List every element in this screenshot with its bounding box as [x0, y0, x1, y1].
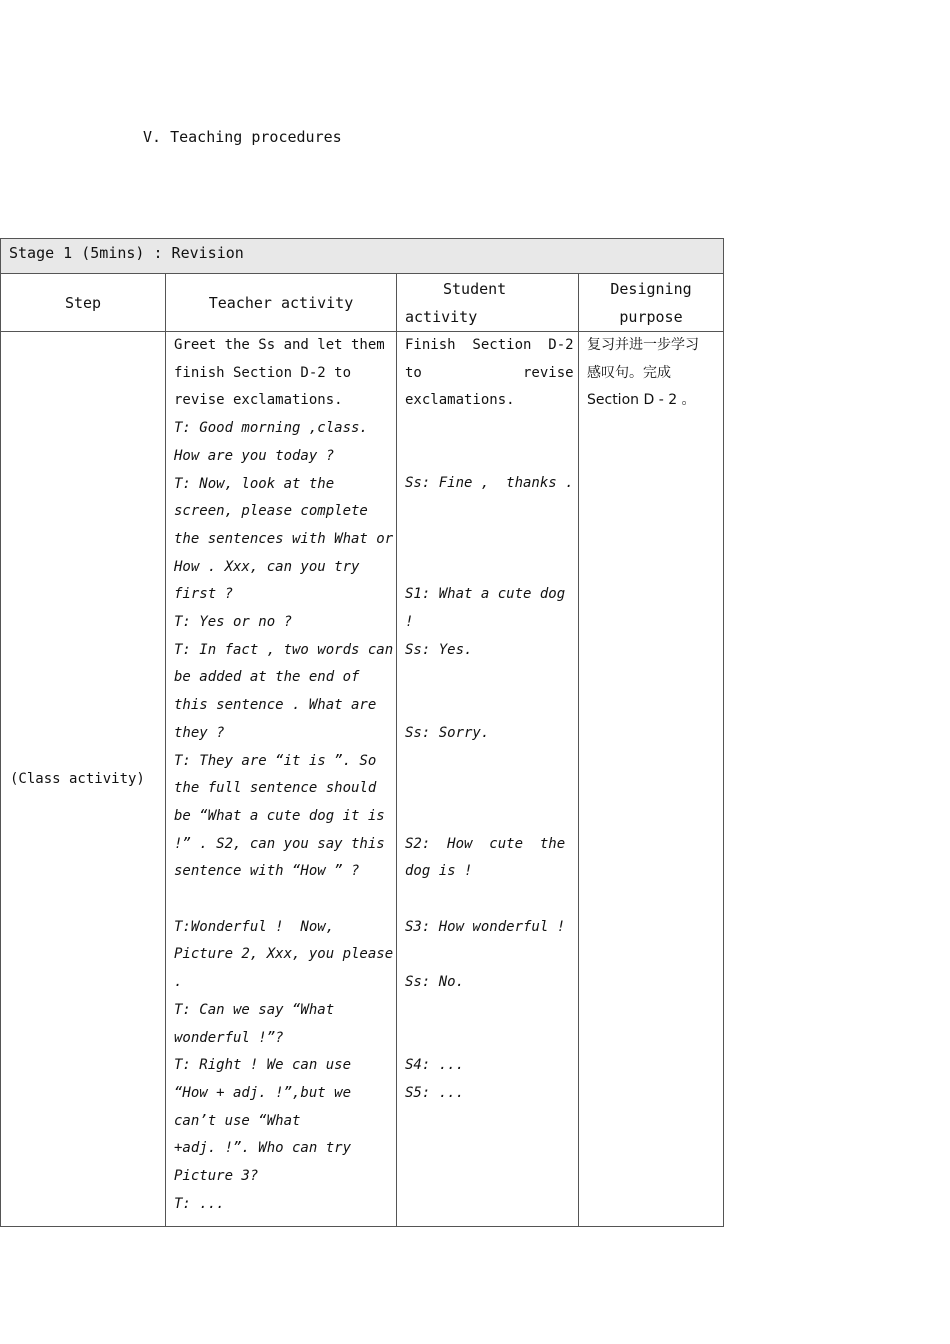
- teacher-activity-cell: [166, 332, 397, 1227]
- student-activity-line: Ss: No.: [405, 973, 465, 990]
- section-heading: V. Teaching procedures: [143, 128, 342, 146]
- teacher-activity-line: +adj. !”. Who can try: [174, 1140, 352, 1157]
- student-activity-line: exclamations.: [405, 392, 515, 409]
- teacher-activity-line: they ?: [174, 724, 225, 741]
- teacher-activity-line: first ?: [174, 586, 234, 603]
- purpose-line: 复习并进一步学习: [587, 337, 699, 353]
- teacher-activity-line: wonderful !”?: [174, 1029, 284, 1046]
- teacher-activity-line: this sentence . What are: [174, 697, 377, 714]
- student-activity-line: S4: ...: [405, 1057, 465, 1074]
- teacher-activity-line: Picture 3?: [174, 1168, 259, 1185]
- student-activity-line: dog is !: [405, 863, 473, 880]
- teacher-activity-line: T:Wonderful ! Now,: [174, 918, 335, 935]
- student-activity-line: [405, 692, 574, 720]
- teacher-activity-line: the full sentence should: [174, 780, 377, 797]
- teacher-activity-line: T: Can we say “What: [174, 1001, 335, 1018]
- teacher-activity-line: How . Xxx, can you try: [174, 558, 360, 575]
- student-activity-line: [405, 554, 574, 582]
- header-step: Step: [1, 274, 166, 332]
- student-activity-line: [405, 498, 574, 526]
- student-activity-line: S5: ...: [405, 1084, 465, 1101]
- teacher-activity-line: screen, please complete: [174, 503, 368, 520]
- teacher-activity-line: T: Yes or no ?: [174, 614, 293, 631]
- student-activity-line: [405, 997, 574, 1025]
- student-activity-line: [405, 415, 574, 443]
- teacher-activity-line: !” . S2, can you say this: [174, 835, 385, 852]
- teacher-activity-line: T: Right ! We can use: [174, 1057, 352, 1074]
- teacher-activity-line: [174, 886, 392, 914]
- student-activity-line: [405, 747, 574, 775]
- teacher-activity-line: .: [174, 974, 183, 991]
- teacher-activity-line: be added at the end of: [174, 669, 360, 686]
- header-student-line-1: Student: [443, 279, 507, 298]
- header-purpose-line-1: Designing: [610, 279, 692, 298]
- teacher-activity-line: Greet the Ss and let them: [174, 337, 385, 353]
- student-activity-line: S1: What a cute dog: [405, 586, 566, 603]
- stage-row: [1, 239, 724, 274]
- teacher-activity-line: Picture 2, Xxx, you please: [174, 946, 394, 963]
- student-activity-line: [405, 886, 574, 914]
- student-activity-line: [405, 443, 574, 471]
- student-activity-line: [405, 526, 574, 554]
- header-row: [1, 274, 724, 332]
- teacher-activity-line: T: In fact , two words can: [174, 641, 394, 658]
- teacher-activity-line: can’t use “What: [174, 1112, 301, 1129]
- teaching-procedures-table: [0, 238, 724, 1227]
- teacher-activity-line: the sentences with What or: [174, 530, 394, 547]
- stage-title: Stage 1 (5mins) : Revision: [1, 239, 724, 274]
- student-activity-line: to revise: [405, 364, 574, 381]
- teacher-activity-line: T: Good morning ,class.: [174, 420, 368, 437]
- student-activity-line: !: [405, 613, 414, 630]
- teacher-activity-line: T: They are “it is ”. So: [174, 752, 377, 769]
- student-activity-line: S2: How cute the: [405, 835, 566, 852]
- teacher-activity-line: revise exclamations.: [174, 392, 343, 409]
- teacher-activity-line: How are you today ?: [174, 447, 335, 464]
- activity-row: [1, 332, 724, 1227]
- student-activity-cell: [397, 332, 579, 1227]
- header-student-line-2: activity: [405, 307, 478, 326]
- purpose-line: Section D - 2 。: [587, 392, 696, 409]
- header-designing-purpose: [579, 274, 724, 332]
- student-activity-line: S3: How wonderful !: [405, 918, 566, 935]
- teacher-activity-line: finish Section D-2 to: [174, 364, 352, 381]
- purpose-line: 感叹句。完成: [587, 364, 671, 381]
- header-teacher-activity: Teacher activity: [166, 274, 397, 332]
- student-activity-line: Ss: Fine , thanks .: [405, 475, 574, 492]
- student-activity-line: [405, 803, 574, 831]
- student-activity-line: Ss: Sorry.: [405, 724, 490, 741]
- student-activity-line: [405, 941, 574, 969]
- header-student-activity: [397, 274, 579, 332]
- student-activity-line: [405, 775, 574, 803]
- header-purpose-line-2: purpose: [619, 307, 683, 326]
- designing-purpose-cell: [579, 332, 724, 1227]
- teacher-activity-line: T: Now, look at the: [174, 475, 335, 492]
- step-cell: (Class activity): [1, 332, 166, 1227]
- student-activity-line: [405, 1024, 574, 1052]
- student-activity-line: [405, 664, 574, 692]
- student-activity-line: Finish Section D-2: [405, 337, 574, 353]
- teacher-activity-line: “How + adj. !”,but we: [174, 1084, 352, 1101]
- teacher-activity-line: be “What a cute dog it is: [174, 807, 385, 824]
- student-activity-line: Ss: Yes.: [405, 641, 473, 658]
- teacher-activity-line: sentence with “How ” ?: [174, 863, 360, 880]
- teacher-activity-line: T: ...: [174, 1195, 225, 1212]
